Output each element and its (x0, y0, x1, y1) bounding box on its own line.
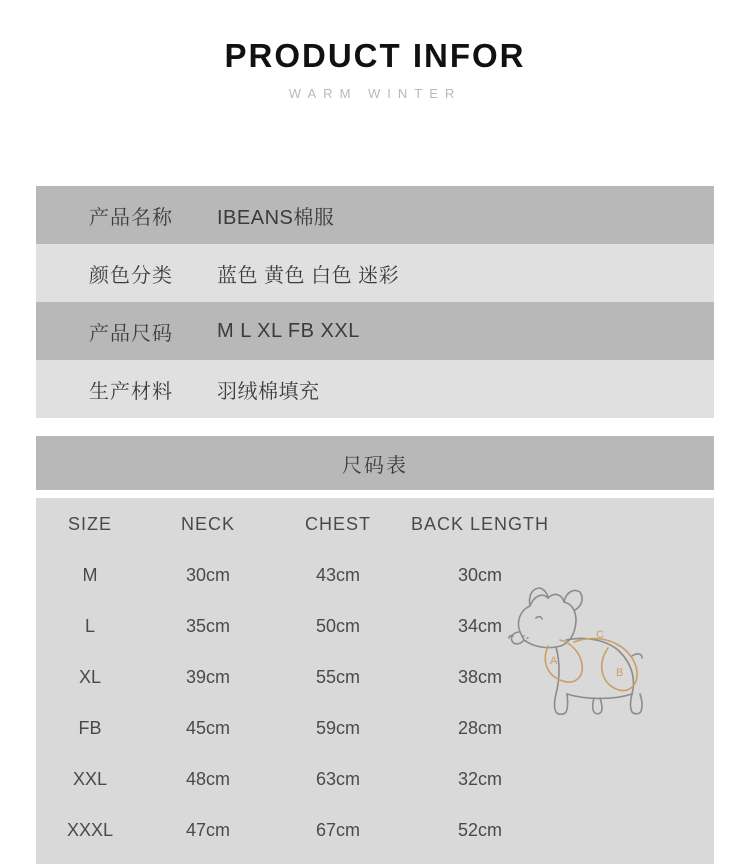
measurement-labels (550, 629, 623, 679)
column-header-chest: CHEST (304, 513, 371, 534)
product-info-table (36, 186, 714, 418)
table-row (36, 652, 556, 703)
table-row (36, 244, 714, 302)
marker-c-label: C (596, 629, 604, 641)
table-row (36, 601, 556, 652)
cell-neck: 35cm (185, 616, 230, 636)
info-value: 羽绒棉填充 (217, 380, 320, 403)
size-chart-banner: 尺码表 (36, 436, 714, 490)
cell-back: 30cm (457, 565, 502, 585)
cell-neck: 48cm (185, 769, 230, 789)
cell-back: 34cm (457, 616, 502, 636)
page-header (0, 0, 750, 101)
cell-chest: 50cm (315, 616, 360, 636)
cell-size: FB (78, 718, 102, 738)
page-subtitle: WARM WINTER (288, 86, 462, 102)
cell-size: XXL (72, 769, 108, 789)
cell-size: XXXL (66, 820, 114, 840)
dog-measurement-illustration (490, 576, 690, 736)
table-row (36, 302, 714, 360)
info-label: 产品尺码 (89, 322, 173, 345)
cell-chest: 67cm (315, 820, 360, 840)
info-value: IBEANS棉服 (217, 206, 335, 229)
column-header-back-length: BACK LENGTH (410, 513, 550, 534)
column-header-size: SIZE (67, 513, 112, 534)
cell-back: 32cm (457, 769, 502, 789)
table-row (36, 186, 714, 244)
column-header-neck: NECK (180, 513, 235, 534)
info-label: 颜色分类 (89, 264, 173, 287)
table-row (36, 754, 556, 805)
table-row (36, 703, 556, 754)
size-table (36, 498, 556, 856)
dog-icon (490, 576, 690, 736)
cell-size: XL (78, 667, 102, 687)
cell-chest: 43cm (315, 565, 360, 585)
cell-neck: 47cm (185, 820, 230, 840)
cell-back: 28cm (457, 718, 502, 738)
cell-chest: 55cm (315, 667, 360, 687)
table-row (36, 805, 556, 856)
table-header-row (36, 498, 556, 550)
info-label: 生产材料 (89, 380, 173, 403)
cell-size: L (84, 616, 95, 636)
cell-chest: 59cm (315, 718, 360, 738)
cell-size: M (82, 565, 98, 585)
marker-b-label: B (616, 667, 624, 679)
page-title: PRODUCT INFOR (224, 37, 526, 74)
marker-a-label: A (550, 655, 558, 667)
cell-neck: 39cm (185, 667, 230, 687)
info-label: 产品名称 (89, 206, 173, 229)
size-chart-panel (36, 498, 714, 864)
cell-back: 52cm (457, 820, 502, 840)
table-row (36, 360, 714, 418)
info-value: M L XL FB XXL (217, 319, 360, 342)
cell-neck: 45cm (185, 718, 230, 738)
cell-back: 38cm (457, 667, 502, 687)
cell-chest: 63cm (315, 769, 360, 789)
info-value: 蓝色 黄色 白色 迷彩 (217, 264, 400, 287)
table-row (36, 550, 556, 601)
cell-neck: 30cm (185, 565, 230, 585)
